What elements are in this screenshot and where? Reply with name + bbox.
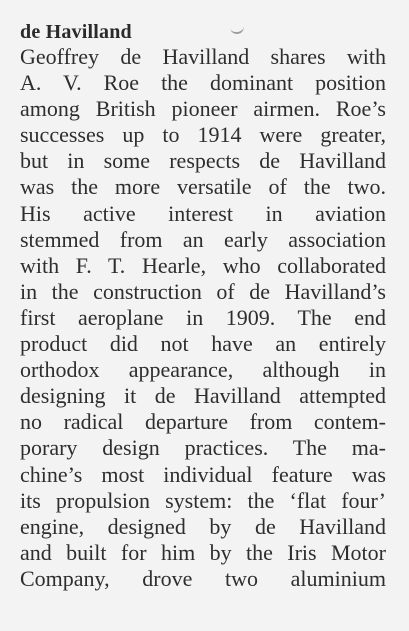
text-line: Geoffrey de Havilland shares with	[20, 44, 386, 69]
text-line: in the construction of de Havilland’s	[20, 278, 386, 304]
text-line: orthodox appearance, although in	[20, 357, 386, 383]
section-heading: de Havilland	[20, 21, 132, 43]
text-line: engine, designed by de Havilland	[20, 513, 386, 539]
text-line: product did not have an entirely	[20, 331, 386, 357]
text-line: among British pioneer airmen. Roe’s	[20, 96, 386, 122]
text-line: chine’s most individual feature was	[20, 461, 386, 487]
text-line: was the more versatile of the two.	[20, 174, 386, 200]
text-line: and built for him by the Iris Motor	[20, 539, 386, 565]
text-line: successes up to 1914 were greater,	[20, 122, 386, 148]
text-line: but in some respects de Havilland	[20, 148, 386, 174]
text-line: designing it de Havilland attempted	[20, 383, 386, 409]
text-line: with F. T. Hearle, who collaborated	[20, 252, 386, 278]
text-line: A. V. Roe the dominant position	[20, 70, 386, 96]
text-line: first aeroplane in 1909. The end	[20, 304, 386, 330]
text-line: its propulsion system: the ‘flat four’	[20, 487, 386, 513]
text-line: no radical departure from contem-	[20, 409, 386, 435]
text-line: Company, drove two aluminium	[20, 565, 386, 591]
text-line: porary design practices. The ma-	[20, 435, 386, 461]
ink-mark	[229, 21, 245, 35]
body-paragraph	[20, 44, 386, 592]
text-line: stemmed from an early association	[20, 226, 386, 252]
text-line: His active interest in aviation	[20, 200, 386, 226]
